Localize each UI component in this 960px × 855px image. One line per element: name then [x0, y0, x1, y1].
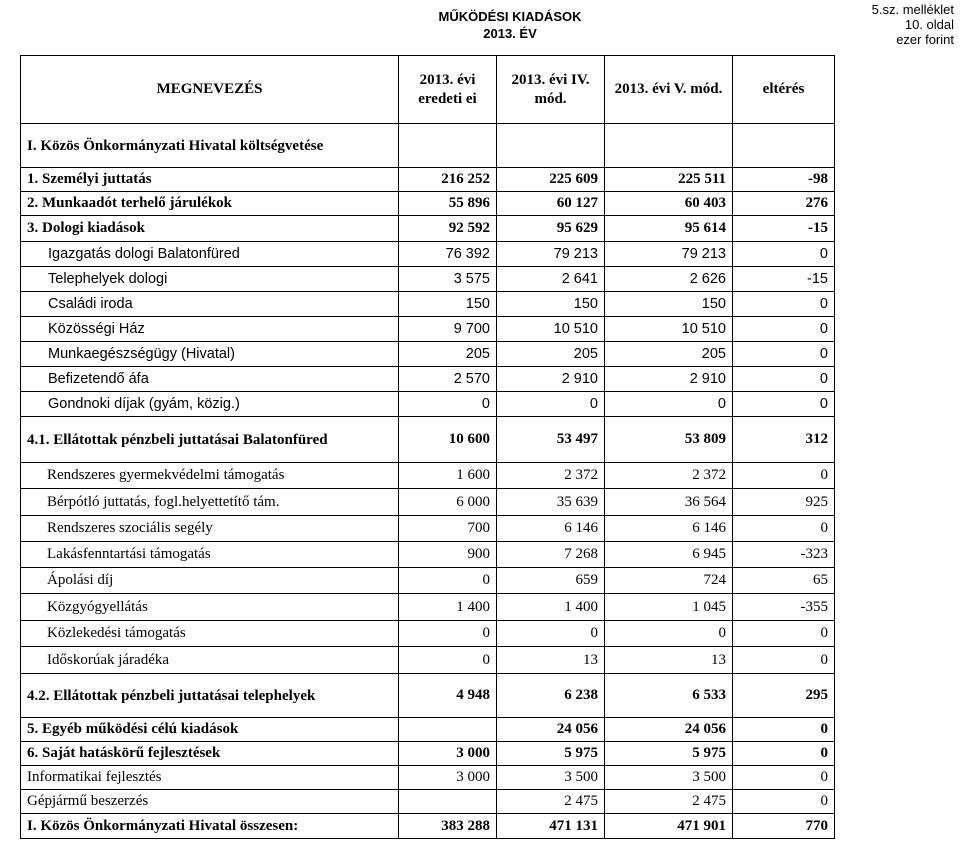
cell-mod4: 659: [497, 568, 605, 594]
cell-original: 216 252: [399, 168, 497, 192]
cell-diff: 312: [733, 417, 835, 463]
table-row: [21, 542, 835, 568]
cell-mod4: 3 500: [497, 766, 605, 790]
cell-original: 10 600: [399, 417, 497, 463]
page-number: 10. oldal: [904, 17, 954, 32]
cell-diff: 0: [733, 742, 835, 766]
cell-original: 0: [399, 647, 497, 674]
cell-mod5: 2 475: [605, 790, 733, 814]
table-row-total: [21, 814, 835, 839]
header-diff: eltérés: [733, 56, 835, 124]
table-row: [21, 463, 835, 489]
cell-mod4: 0: [497, 392, 605, 417]
cell-diff: -15: [733, 216, 835, 242]
cell-mod4: 471 131: [497, 814, 605, 839]
cell-mod5: 724: [605, 568, 733, 594]
cell-mod5: 0: [605, 392, 733, 417]
row-name: Gépjármű beszerzés: [21, 790, 399, 814]
row-name: Befizetendő áfa: [21, 367, 399, 392]
cell-mod5: 13: [605, 647, 733, 674]
cell-diff: 0: [733, 342, 835, 367]
cell-mod4: 150: [497, 292, 605, 317]
row-name: Munkaegészségügy (Hivatal): [21, 342, 399, 367]
cell-mod4: 205: [497, 342, 605, 367]
cell-original: 55 896: [399, 192, 497, 216]
table-row: [21, 621, 835, 647]
table-row: [21, 417, 835, 463]
cell-mod5: 0: [605, 621, 733, 647]
row-name: Lakásfenntartási támogatás: [21, 542, 399, 568]
cell-mod5: 53 809: [605, 417, 733, 463]
cell-mod4: 1 400: [497, 594, 605, 621]
table-header-row: [21, 56, 835, 124]
cell-original: 1 600: [399, 463, 497, 489]
cell-mod4: 95 629: [497, 216, 605, 242]
header-original: 2013. évi eredeti ei: [399, 56, 497, 124]
cell-diff: 0: [733, 516, 835, 542]
row-name: I. Közös Önkormányzati Hivatal költségvetése: [21, 124, 399, 168]
cell-original: 0: [399, 568, 497, 594]
cell-diff: 0: [733, 647, 835, 674]
table-row: [21, 367, 835, 392]
cell-mod5: 6 146: [605, 516, 733, 542]
row-name: Rendszeres szociális segély: [21, 516, 399, 542]
cell-mod4: 6 238: [497, 674, 605, 718]
cell-diff: 0: [733, 463, 835, 489]
cell-mod5: 24 056: [605, 718, 733, 742]
header-name: MEGNEVEZÉS: [21, 56, 399, 124]
cell-diff: 0: [733, 392, 835, 417]
cell-diff: 0: [733, 317, 835, 342]
row-name: Informatikai fejlesztés: [21, 766, 399, 790]
table-row: [21, 568, 835, 594]
cell-mod4: 7 268: [497, 542, 605, 568]
cell-mod4: 53 497: [497, 417, 605, 463]
cell-mod4: 0: [497, 621, 605, 647]
cell-mod5: [605, 124, 733, 168]
header-mod5: 2013. évi V. mód.: [605, 56, 733, 124]
row-name: Közösségi Ház: [21, 317, 399, 342]
table-row: [21, 168, 835, 192]
cell-mod5: 6 945: [605, 542, 733, 568]
cell-diff: -355: [733, 594, 835, 621]
cell-mod5: 95 614: [605, 216, 733, 242]
row-name: Közlekedési támogatás: [21, 621, 399, 647]
cell-mod5: 2 910: [605, 367, 733, 392]
cell-mod5: 5 975: [605, 742, 733, 766]
cell-original: 92 592: [399, 216, 497, 242]
cell-original: 700: [399, 516, 497, 542]
cell-mod5: 6 533: [605, 674, 733, 718]
row-name: 2. Munkaadót terhelő járulékok: [21, 192, 399, 216]
cell-diff: 0: [733, 292, 835, 317]
table-row: [21, 292, 835, 317]
cell-mod5: 2 626: [605, 267, 733, 292]
cell-original: 1 400: [399, 594, 497, 621]
cell-original: 205: [399, 342, 497, 367]
cell-mod4: [497, 124, 605, 168]
cell-diff: 770: [733, 814, 835, 839]
annex-number: 5.sz. melléklet: [871, 2, 954, 17]
row-name: 4.1. Ellátottak pénzbeli juttatásai Balatonfüred: [21, 417, 399, 463]
table-row: [21, 267, 835, 292]
cell-original: 900: [399, 542, 497, 568]
title-line-2: 2013. ÉV: [483, 26, 537, 41]
table-row: [21, 766, 835, 790]
cell-mod5: 1 045: [605, 594, 733, 621]
row-name: Ápolási díj: [21, 568, 399, 594]
header-mod4: 2013. évi IV. mód.: [497, 56, 605, 124]
row-name: 4.2. Ellátottak pénzbeli juttatásai telephelyek: [21, 674, 399, 718]
cell-original: 383 288: [399, 814, 497, 839]
cell-original: 150: [399, 292, 497, 317]
cell-mod4: 35 639: [497, 489, 605, 516]
cell-original: [399, 124, 497, 168]
table-row: [21, 718, 835, 742]
table-row: [21, 489, 835, 516]
cell-mod4: 2 641: [497, 267, 605, 292]
cell-mod4: 2 910: [497, 367, 605, 392]
cell-mod5: 225 511: [605, 168, 733, 192]
row-name: Igazgatás dologi Balatonfüred: [21, 242, 399, 267]
cell-original: 3 000: [399, 742, 497, 766]
cell-mod5: 10 510: [605, 317, 733, 342]
cell-diff: 925: [733, 489, 835, 516]
cell-original: 0: [399, 621, 497, 647]
cell-diff: -323: [733, 542, 835, 568]
table-row: [21, 216, 835, 242]
cell-mod5: 2 372: [605, 463, 733, 489]
cell-original: 4 948: [399, 674, 497, 718]
table-row: [21, 516, 835, 542]
cell-mod4: 60 127: [497, 192, 605, 216]
row-name: 5. Egyéb működési célú kiadások: [21, 718, 399, 742]
table-row: [21, 674, 835, 718]
table-row: [21, 342, 835, 367]
cell-diff: -98: [733, 168, 835, 192]
table-row: [21, 647, 835, 674]
cell-original: 3 575: [399, 267, 497, 292]
cell-original: 6 000: [399, 489, 497, 516]
table-row: [21, 392, 835, 417]
row-name: Időskorúak járadéka: [21, 647, 399, 674]
cell-diff: 276: [733, 192, 835, 216]
row-name: 3. Dologi kiadások: [21, 216, 399, 242]
cell-original: 2 570: [399, 367, 497, 392]
cell-mod4: 13: [497, 647, 605, 674]
table-row: [21, 124, 835, 168]
cell-mod4: 2 475: [497, 790, 605, 814]
cell-diff: 0: [733, 621, 835, 647]
row-name: Közgyógyellátás: [21, 594, 399, 621]
cell-mod5: 3 500: [605, 766, 733, 790]
cell-mod5: 79 213: [605, 242, 733, 267]
cell-original: [399, 718, 497, 742]
table-row: [21, 742, 835, 766]
cell-original: [399, 790, 497, 814]
row-name: Telephelyek dologi: [21, 267, 399, 292]
table-row: [21, 192, 835, 216]
row-name: 6. Saját hatáskörű fejlesztések: [21, 742, 399, 766]
cell-mod5: 205: [605, 342, 733, 367]
cell-mod5: 36 564: [605, 489, 733, 516]
cell-diff: 0: [733, 766, 835, 790]
cell-diff: 65: [733, 568, 835, 594]
expenditure-table: [20, 55, 835, 839]
cell-original: 3 000: [399, 766, 497, 790]
cell-diff: 0: [733, 242, 835, 267]
row-name: Rendszeres gyermekvédelmi támogatás: [21, 463, 399, 489]
cell-mod4: 6 146: [497, 516, 605, 542]
table-row: [21, 790, 835, 814]
cell-mod5: 60 403: [605, 192, 733, 216]
title-line-1: MŰKÖDÉSI KIADÁSOK: [438, 9, 582, 24]
table-row: [21, 242, 835, 267]
table-row: [21, 317, 835, 342]
cell-diff: 0: [733, 790, 835, 814]
cell-mod4: 24 056: [497, 718, 605, 742]
unit-label: ezer forint: [896, 32, 954, 47]
cell-original: 76 392: [399, 242, 497, 267]
cell-original: 0: [399, 392, 497, 417]
row-name: Bérpótló juttatás, fogl.helyettetítő tám.: [21, 489, 399, 516]
cell-diff: [733, 124, 835, 168]
table-row: [21, 594, 835, 621]
cell-diff: -15: [733, 267, 835, 292]
row-name: I. Közös Önkormányzati Hivatal összesen:: [21, 814, 399, 839]
row-name: Családi iroda: [21, 292, 399, 317]
cell-original: 9 700: [399, 317, 497, 342]
cell-mod4: 2 372: [497, 463, 605, 489]
cell-diff: 0: [733, 367, 835, 392]
cell-diff: 0: [733, 718, 835, 742]
cell-mod4: 79 213: [497, 242, 605, 267]
cell-diff: 295: [733, 674, 835, 718]
document-title: [360, 8, 660, 42]
cell-mod5: 471 901: [605, 814, 733, 839]
reference-note: [872, 2, 954, 47]
cell-mod4: 225 609: [497, 168, 605, 192]
cell-mod5: 150: [605, 292, 733, 317]
cell-mod4: 5 975: [497, 742, 605, 766]
row-name: 1. Személyi juttatás: [21, 168, 399, 192]
row-name: Gondnoki díjak (gyám, közig.): [21, 392, 399, 417]
cell-mod4: 10 510: [497, 317, 605, 342]
